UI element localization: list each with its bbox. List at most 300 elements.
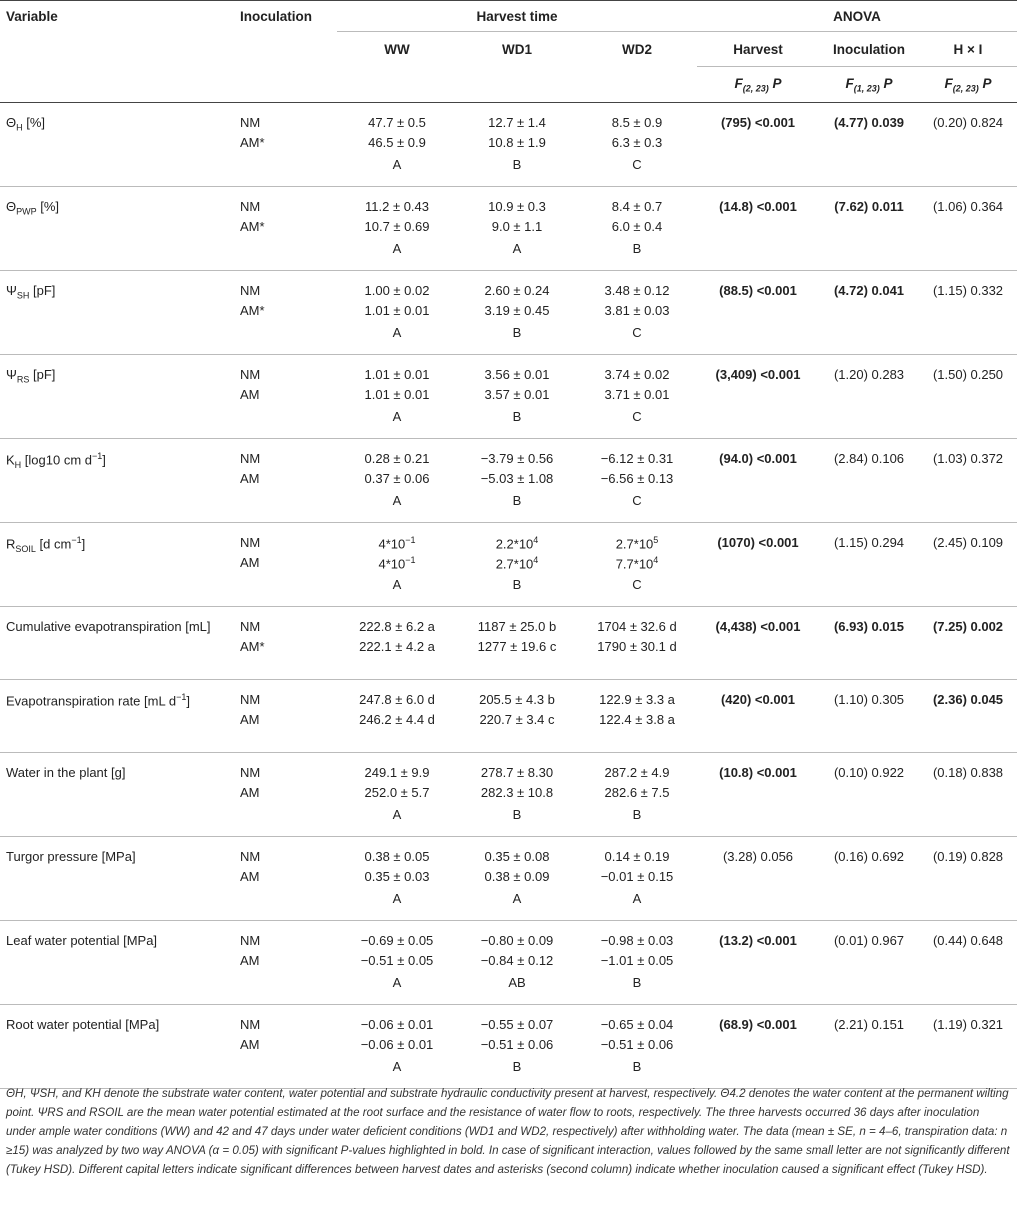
variable-cell: Water in the plant [g] <box>6 765 126 780</box>
inoculation-cell: NM <box>240 849 261 864</box>
anova-i-cell: (4.72) 0.041 <box>833 283 905 298</box>
variable-cell: Root water potential [MPa] <box>6 1017 160 1032</box>
inoculation-cell: AM <box>240 785 260 800</box>
anova-i-cell <box>819 577 919 607</box>
anova-h-cell: (1070) <0.001 <box>717 535 799 550</box>
variable-cell <box>0 639 240 680</box>
anova-h-cell <box>697 387 819 409</box>
wd1-cell: B <box>457 577 577 607</box>
wd2-cell: C <box>577 325 697 355</box>
inoculation-cell: NM <box>240 199 261 214</box>
ww-cell: 246.2 ± 4.4 d <box>337 712 457 753</box>
variable-cell <box>0 712 240 753</box>
variable-cell: Turgor pressure [MPa] <box>6 849 136 864</box>
header-wd2: WD2 <box>622 41 652 57</box>
header-variable: Variable <box>0 1 240 32</box>
table-footnote: ΘH, ΨSH, and KH denote the substrate water content, water potential and substrate hydraulic conductivity present at harvest, respectively. Θ4.2 denotes the water content at the permanent wilting point. ΨRS and RSOIL are the mean water potential estimated at the root surface and the resistance of water flow to roots, respectively. The three harvests occurred 36 days after inoculation under ample water conditions (WW) and 42 and 47 days under water deficient conditions (WD1 and WD2, respectively) after withholding water. The data (mean ± SE, n = 4–6, transpiration data: n ≥15) was analyzed by two way ANOVA (α = 0.05) with significant P-values highlighted in bold. In case of significant interaction, values followed by the same small letter are not significantly different (Tukey HSD). Different capital letters indicate significant differences between harvest dates and asterisks (second column) indicate whether inoculation caused a significant effect (Tukey HSD). <box>6 1087 1010 1176</box>
variable-cell <box>0 1037 240 1059</box>
ww-cell: 0.37 ± 0.06 <box>364 471 430 486</box>
table-row <box>0 921 1017 954</box>
inoculation-cell <box>240 241 337 271</box>
wd1-cell: 1277 ± 19.6 c <box>457 639 577 680</box>
ww-cell: A <box>337 1059 457 1089</box>
variable-cell: Evapotranspiration rate [mL $d^{-1}$] <box>6 692 190 709</box>
ww-cell: 1.01 ± 0.01 <box>364 367 430 382</box>
wd1-cell: −5.03 ± 1.08 <box>480 471 554 486</box>
wd2-cell: C <box>577 157 697 187</box>
variable-cell <box>0 953 240 975</box>
ww-cell: −0.06 ± 0.01 <box>360 1037 434 1052</box>
table-row <box>0 303 1017 325</box>
table-row <box>0 807 1017 837</box>
ww-cell: $4*10^{-1}$ <box>378 555 416 572</box>
anova-h-cell: (4,438) <0.001 <box>715 619 801 634</box>
ww-cell: A <box>337 891 457 921</box>
anova-x-cell: (0.44) 0.648 <box>932 933 1004 948</box>
variable-cell: $R_{SOIL}$ [d $cm^{-1}$] <box>6 535 86 554</box>
anova-h-cell <box>697 807 819 837</box>
anova-i-cell <box>819 555 919 577</box>
wd2-cell: −0.65 ± 0.04 <box>600 1017 674 1032</box>
variable-cell <box>0 409 240 439</box>
anova-x-cell <box>919 303 1017 325</box>
wd1-cell: 1187 ± 25.0 b <box>477 619 557 634</box>
anova-h-cell <box>697 241 819 271</box>
anova-h-cell <box>697 471 819 493</box>
ww-cell: A <box>337 325 457 355</box>
variable-cell: $\Psi_{SH}$ [pF] <box>6 283 56 301</box>
ww-cell: A <box>337 493 457 523</box>
anova-x-cell: (2.45) 0.109 <box>932 535 1004 550</box>
inoculation-cell: AM <box>240 953 260 968</box>
wd2-cell: B <box>577 241 697 271</box>
table-row <box>0 712 1017 753</box>
inoculation-cell: AM <box>240 387 260 402</box>
table-row <box>0 1037 1017 1059</box>
anova-h-cell: (14.8) <0.001 <box>719 199 797 214</box>
wd2-cell: 122.9 ± 3.3 a <box>599 692 675 707</box>
anova-x-cell: (0.20) 0.824 <box>932 115 1004 130</box>
anova-i-cell: (2.84) 0.106 <box>833 451 905 466</box>
inoculation-cell: NM <box>240 115 261 130</box>
wd2-cell: 3.71 ± 0.01 <box>604 387 670 402</box>
table-row <box>0 271 1017 304</box>
inoculation-cell <box>240 493 337 523</box>
anova-x-cell: (0.18) 0.838 <box>932 765 1004 780</box>
header-ww: WW <box>384 41 410 57</box>
wd2-cell: 1790 ± 30.1 d <box>577 639 697 680</box>
anova-x-cell <box>919 577 1017 607</box>
ww-cell: −0.51 ± 0.05 <box>360 953 434 968</box>
ww-cell: A <box>337 577 457 607</box>
anova-x-cell: (0.19) 0.828 <box>932 849 1004 864</box>
inoculation-cell <box>240 891 337 921</box>
anova-h-cell: (94.0) <0.001 <box>719 451 797 466</box>
anova-i-cell: (0.01) 0.967 <box>833 933 905 948</box>
anova-x-cell: (1.15) 0.332 <box>932 283 1004 298</box>
variable-cell <box>0 135 240 157</box>
table-row <box>0 639 1017 680</box>
anova-i-cell <box>819 639 919 680</box>
inoculation-cell: NM <box>240 451 261 466</box>
anova-x-cell <box>919 241 1017 271</box>
variable-cell <box>0 241 240 271</box>
wd1-cell: B <box>457 493 577 523</box>
anova-i-cell: (4.77) 0.039 <box>833 115 905 130</box>
variable-cell <box>0 219 240 241</box>
anova-h-cell <box>697 953 819 975</box>
wd2-cell: −6.12 ± 0.31 <box>600 451 674 466</box>
variable-cell: $\Psi_{RS}$ [pF] <box>6 367 56 385</box>
table-row <box>0 953 1017 975</box>
table-row <box>0 187 1017 220</box>
inoculation-cell: AM <box>240 555 260 570</box>
wd1-cell: B <box>457 325 577 355</box>
inoculation-cell: AM* <box>240 303 265 318</box>
anova-x-cell: (1.03) 0.372 <box>932 451 1004 466</box>
anova-x-cell <box>919 555 1017 577</box>
table-row <box>0 577 1017 607</box>
anova-i-cell: (1.20) 0.283 <box>833 367 905 382</box>
anova-h-cell <box>697 891 819 921</box>
table-row <box>0 219 1017 241</box>
anova-i-cell <box>819 241 919 271</box>
wd1-cell: −0.80 ± 0.09 <box>480 933 554 948</box>
inoculation-cell <box>240 157 337 187</box>
wd1-cell: 0.38 ± 0.09 <box>484 869 550 884</box>
ww-cell: 0.35 ± 0.03 <box>364 869 430 884</box>
anova-i-cell <box>819 953 919 975</box>
ww-cell: A <box>337 807 457 837</box>
anova-x-cell <box>919 953 1017 975</box>
header-hxi: H × I <box>919 32 1017 67</box>
header-harvest-time: Harvest time <box>337 1 697 32</box>
ww-cell: 46.5 ± 0.9 <box>368 135 426 150</box>
anova-x-cell <box>919 325 1017 355</box>
variable-cell: $K_H$ [log10 cm $d^{-1}$] <box>6 451 106 470</box>
anova-x-cell <box>919 975 1017 1005</box>
wd2-cell: −0.98 ± 0.03 <box>600 933 674 948</box>
wd1-cell: 278.7 ± 8.30 <box>480 765 554 780</box>
anova-i-cell <box>819 325 919 355</box>
table-row <box>0 869 1017 891</box>
inoculation-cell <box>240 325 337 355</box>
wd2-cell: C <box>577 577 697 607</box>
table-row <box>0 471 1017 493</box>
anova-h-cell: (13.2) <0.001 <box>719 933 797 948</box>
inoculation-cell <box>240 975 337 1005</box>
variable-cell: Leaf water potential [MPa] <box>6 933 158 948</box>
wd1-cell: −0.84 ± 0.12 <box>480 953 554 968</box>
wd2-cell: 1704 ± 32.6 d <box>597 619 677 634</box>
anova-i-cell <box>819 712 919 753</box>
anova-h-cell <box>697 555 819 577</box>
ww-cell: 249.1 ± 9.9 <box>364 765 430 780</box>
table-row <box>0 387 1017 409</box>
inoculation-cell: AM* <box>240 135 265 150</box>
table-row <box>0 555 1017 577</box>
inoculation-cell: NM <box>240 283 261 298</box>
wd2-cell: 282.6 ± 7.5 <box>604 785 670 800</box>
ww-cell: 11.2 ± 0.43 <box>365 199 429 214</box>
variable-cell <box>0 807 240 837</box>
anova-i-cell <box>819 387 919 409</box>
wd2-cell: C <box>577 493 697 523</box>
wd2-cell: B <box>577 975 697 1005</box>
anova-h-cell <box>697 157 819 187</box>
inoculation-cell: AM* <box>240 639 337 680</box>
anova-x-cell <box>919 157 1017 187</box>
wd2-cell: 8.5 ± 0.9 <box>611 115 663 130</box>
variable-cell: Cumulative evapotranspiration [mL] <box>6 619 211 634</box>
anova-h-cell <box>697 1037 819 1059</box>
anova-i-cell <box>819 135 919 157</box>
header-inoc-anova: Inoculation <box>819 32 919 67</box>
header-wd1: WD1 <box>502 41 532 57</box>
ww-cell: 1.01 ± 0.01 <box>364 387 430 402</box>
table-row <box>0 975 1017 1005</box>
table-row <box>0 891 1017 921</box>
anova-x-cell <box>919 891 1017 921</box>
wd1-cell: −3.79 ± 0.56 <box>480 451 554 466</box>
ww-cell: 1.01 ± 0.01 <box>364 303 430 318</box>
anova-h-cell <box>697 869 819 891</box>
header-f-inoc: $F_{(1, 23)}$ P <box>819 67 919 103</box>
wd1-cell: 10.9 ± 0.3 <box>488 199 546 214</box>
ww-cell: 247.8 ± 6.0 d <box>359 692 435 707</box>
variable-cell <box>0 555 240 577</box>
anova-x-cell <box>919 219 1017 241</box>
variable-cell: $\Theta_H$ [%] <box>6 115 46 133</box>
wd2-cell: −1.01 ± 0.05 <box>600 953 674 968</box>
ww-cell: 47.7 ± 0.5 <box>368 115 426 130</box>
wd1-cell: 3.56 ± 0.01 <box>484 367 550 382</box>
variable-cell <box>0 471 240 493</box>
anova-h-cell: (68.9) <0.001 <box>719 1017 797 1032</box>
ww-cell: 1.00 ± 0.02 <box>364 283 430 298</box>
anova-h-cell <box>697 975 819 1005</box>
anova-i-cell: (2.21) 0.151 <box>833 1017 905 1032</box>
inoculation-cell: AM <box>240 471 260 486</box>
table-row <box>0 325 1017 355</box>
anova-h-cell <box>697 712 819 753</box>
ww-cell: −0.69 ± 0.05 <box>360 933 434 948</box>
anova-x-cell <box>919 639 1017 680</box>
inoculation-cell: NM <box>240 619 261 634</box>
anova-x-cell <box>919 387 1017 409</box>
inoculation-cell <box>240 577 337 607</box>
anova-h-cell <box>697 409 819 439</box>
anova-x-cell <box>919 409 1017 439</box>
table-row <box>0 409 1017 439</box>
wd2-cell: 122.4 ± 3.8 a <box>577 712 697 753</box>
anova-i-cell <box>819 785 919 807</box>
inoculation-cell: NM <box>240 692 261 707</box>
anova-x-cell <box>919 807 1017 837</box>
anova-h-cell: (88.5) <0.001 <box>719 283 797 298</box>
wd1-cell: 205.5 ± 4.3 b <box>479 692 555 707</box>
header-f-harvest: $F_{(2, 23)}$ P <box>697 67 819 103</box>
anova-i-cell <box>819 1037 919 1059</box>
inoculation-cell: AM* <box>240 219 265 234</box>
table-row <box>0 355 1017 388</box>
wd2-cell: −6.56 ± 0.13 <box>600 471 674 486</box>
wd2-cell: −0.01 ± 0.15 <box>600 869 674 884</box>
anova-h-cell <box>697 219 819 241</box>
variable-cell <box>0 785 240 807</box>
anova-i-cell: (1.10) 0.305 <box>833 692 905 707</box>
header-harvest: Harvest <box>697 32 819 67</box>
variable-cell <box>0 157 240 187</box>
wd2-cell: $7.7*10^4$ <box>615 555 659 572</box>
table-row <box>0 103 1017 136</box>
anova-h-cell: (3,409) <0.001 <box>715 367 801 382</box>
wd2-cell: 6.3 ± 0.3 <box>611 135 663 150</box>
ww-cell: A <box>337 157 457 187</box>
anova-i-cell <box>819 219 919 241</box>
anova-h-cell <box>697 493 819 523</box>
wd2-cell: 0.14 ± 0.19 <box>604 849 670 864</box>
anova-i-cell <box>819 157 919 187</box>
inoculation-cell: AM <box>240 712 337 753</box>
wd1-cell: 9.0 ± 1.1 <box>491 219 543 234</box>
wd2-cell: 8.4 ± 0.7 <box>611 199 663 214</box>
inoculation-cell: NM <box>240 1017 261 1032</box>
inoculation-cell: AM <box>240 869 260 884</box>
variable-cell <box>0 303 240 325</box>
wd1-cell: 282.3 ± 10.8 <box>480 785 554 800</box>
variable-cell <box>0 325 240 355</box>
ww-cell: A <box>337 409 457 439</box>
wd2-cell: A <box>577 891 697 921</box>
anova-x-cell <box>919 135 1017 157</box>
table-row <box>0 837 1017 870</box>
ww-cell: $4*10^{-1}$ <box>378 535 416 552</box>
anova-h-cell: (10.8) <0.001 <box>719 765 797 780</box>
anova-x-cell: (1.19) 0.321 <box>932 1017 1004 1032</box>
wd1-cell: −0.51 ± 0.06 <box>480 1037 554 1052</box>
wd1-cell: B <box>457 157 577 187</box>
wd1-cell: 0.35 ± 0.08 <box>484 849 550 864</box>
wd2-cell: 6.0 ± 0.4 <box>611 219 663 234</box>
anova-i-cell <box>819 409 919 439</box>
anova-x-cell: (1.06) 0.364 <box>932 199 1004 214</box>
ww-cell: 222.1 ± 4.2 a <box>337 639 457 680</box>
variable-cell: $\Theta_{PWP}$ [%] <box>6 199 60 217</box>
table-row <box>0 493 1017 523</box>
table-row <box>0 241 1017 271</box>
anova-i-cell <box>819 869 919 891</box>
variable-cell <box>0 577 240 607</box>
variable-cell <box>0 869 240 891</box>
table-row <box>0 523 1017 556</box>
variable-cell <box>0 493 240 523</box>
table-row <box>0 607 1017 640</box>
inoculation-cell <box>240 807 337 837</box>
table-row <box>0 439 1017 472</box>
wd1-cell: B <box>457 1059 577 1089</box>
anova-h-cell <box>697 639 819 680</box>
wd2-cell: B <box>577 1059 697 1089</box>
wd1-cell: 3.19 ± 0.45 <box>484 303 550 318</box>
header-inoculation: Inoculation <box>240 1 337 32</box>
anova-x-cell: (1.50) 0.250 <box>932 367 1004 382</box>
table-row <box>0 1005 1017 1038</box>
ww-cell: 0.38 ± 0.05 <box>364 849 430 864</box>
wd1-cell: A <box>457 241 577 271</box>
wd1-cell: 10.8 ± 1.9 <box>488 135 546 150</box>
inoculation-cell: NM <box>240 535 261 550</box>
header-anova: ANOVA <box>697 1 1017 32</box>
anova-x-cell <box>919 493 1017 523</box>
anova-h-cell <box>697 135 819 157</box>
anova-i-cell <box>819 807 919 837</box>
inoculation-cell: NM <box>240 367 261 382</box>
wd2-cell: 3.81 ± 0.03 <box>604 303 670 318</box>
wd2-cell: $2.7*10^5$ <box>615 535 659 552</box>
anova-x-cell <box>919 1037 1017 1059</box>
wd1-cell: 2.60 ± 0.24 <box>484 283 550 298</box>
anova-i-cell <box>819 975 919 1005</box>
table-row <box>0 753 1017 786</box>
anova-i-cell: (7.62) 0.011 <box>834 199 904 214</box>
anova-i-cell: (1.15) 0.294 <box>833 535 905 550</box>
ww-cell: A <box>337 975 457 1005</box>
ww-cell: A <box>337 241 457 271</box>
wd1-cell: A <box>457 891 577 921</box>
wd2-cell: 3.48 ± 0.12 <box>604 283 670 298</box>
ww-cell: 0.28 ± 0.21 <box>364 451 430 466</box>
wd2-cell: C <box>577 409 697 439</box>
anova-i-cell <box>819 471 919 493</box>
wd1-cell: 220.7 ± 3.4 c <box>457 712 577 753</box>
anova-i-cell <box>819 493 919 523</box>
ww-cell: 10.7 ± 0.69 <box>364 219 430 234</box>
anova-i-cell <box>819 891 919 921</box>
wd1-cell: B <box>457 807 577 837</box>
wd2-cell: 287.2 ± 4.9 <box>604 765 670 780</box>
table-row <box>0 785 1017 807</box>
anova-i-cell: (0.10) 0.922 <box>833 765 905 780</box>
wd2-cell: B <box>577 807 697 837</box>
inoculation-cell <box>240 409 337 439</box>
wd1-cell: B <box>457 409 577 439</box>
table-row <box>0 157 1017 187</box>
anova-h-cell <box>697 303 819 325</box>
table-body <box>0 103 1017 1089</box>
anova-h-cell <box>697 325 819 355</box>
inoculation-cell: NM <box>240 765 261 780</box>
anova-x-cell <box>919 785 1017 807</box>
wd1-cell: $2.2*10^4$ <box>495 535 539 552</box>
ww-cell: −0.06 ± 0.01 <box>360 1017 434 1032</box>
variable-cell <box>0 387 240 409</box>
wd2-cell: −0.51 ± 0.06 <box>600 1037 674 1052</box>
anova-h-cell: (3.28) 0.056 <box>722 849 794 864</box>
anova-h-cell: (420) <0.001 <box>720 692 796 707</box>
anova-x-cell <box>919 471 1017 493</box>
anova-i-cell: (0.16) 0.692 <box>833 849 905 864</box>
anova-h-cell: (795) <0.001 <box>720 115 796 130</box>
wd2-cell: 3.74 ± 0.02 <box>604 367 670 382</box>
inoculation-cell: AM <box>240 1037 260 1052</box>
wd1-cell: $2.7*10^4$ <box>495 555 539 572</box>
anova-h-cell <box>697 785 819 807</box>
anova-x-cell <box>919 712 1017 753</box>
inoculation-cell: NM <box>240 933 261 948</box>
anova-x-cell: (7.25) 0.002 <box>932 619 1004 634</box>
anova-i-cell <box>819 303 919 325</box>
